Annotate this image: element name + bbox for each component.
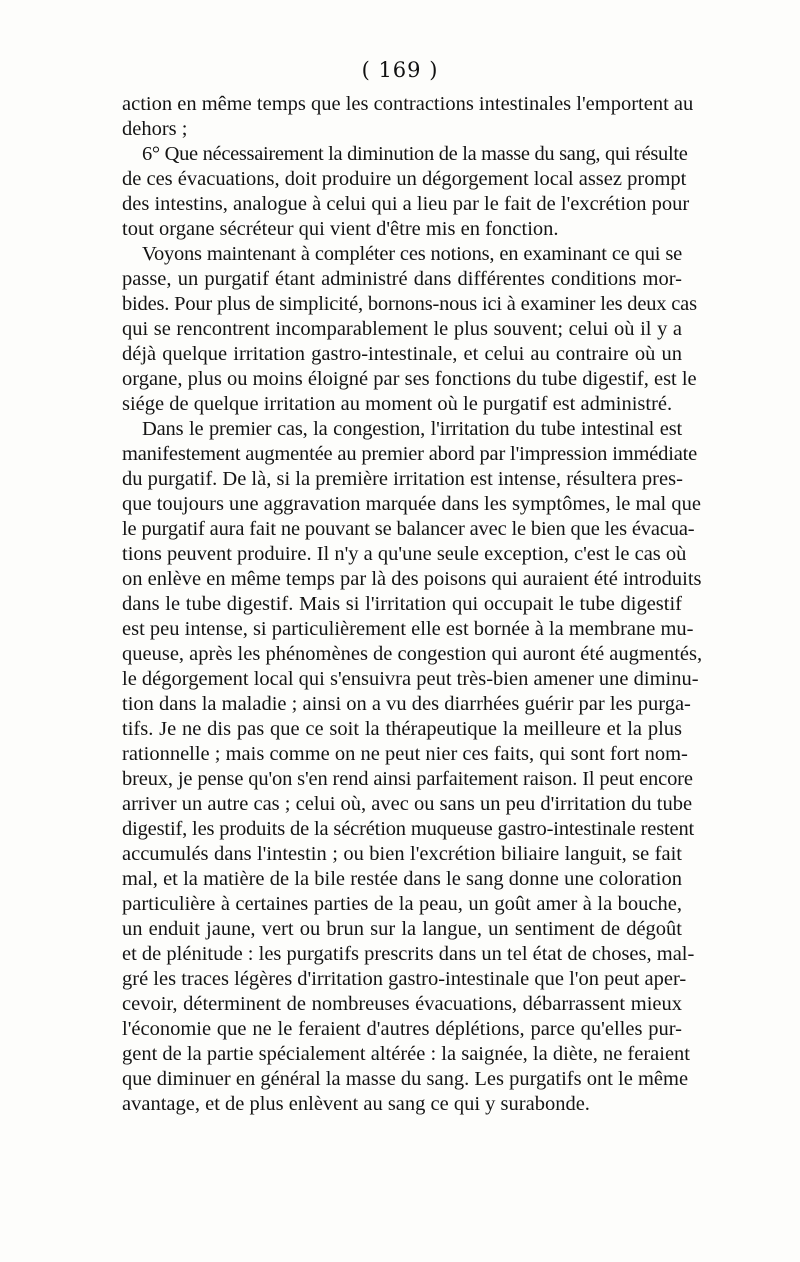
text-line: tion dans la maladie ; ainsi on a vu des diarrhées guérir par les purga- (122, 693, 691, 715)
text-line: et de plénitude : les purgatifs prescrits dans un tel état de choses, mal- (122, 943, 695, 965)
text-line: est peu intense, si particulièrement elle est bornée à la membrane mu- (122, 618, 694, 640)
text-line: l'économie que ne le feraient d'autres déplétions, parce qu'elles pur- (122, 1018, 682, 1040)
text-line: Dans le premier cas, la congestion, l'irritation du tube intestinal est (142, 418, 682, 440)
text-line: cevoir, déterminent de nombreuses évacuations, débarrassent mieux (122, 993, 682, 1015)
text-line: que diminuer en général la masse du sang. Les purgatifs ont le même (122, 1068, 689, 1090)
text-line: action en même temps que les contractions intestinales l'emportent au (122, 93, 694, 115)
paragraph (122, 417, 703, 1117)
text-line: manifestement augmentée au premier abord par l'impression immédiate (122, 443, 698, 465)
text-line: arriver un autre cas ; celui où, avec ou sans un peu d'irritation du tube (122, 793, 693, 815)
text-line: tifs. Je ne dis pas que ce soit la thérapeutique la meilleure et la plus (122, 718, 682, 740)
text-line: dehors ; (122, 118, 188, 140)
text-line: gent de la partie spécialement altérée : la saignée, la diète, ne feraient (122, 1043, 691, 1065)
text-line: des intestins, analogue à celui qui a lieu par le fait de l'excrétion pour (122, 193, 690, 215)
text-line: on enlève en même temps par là des poisons qui auraient été introduits (122, 568, 702, 590)
text-line: le dégorgement local qui s'ensuivra peut très-bien amener une diminu- (122, 668, 699, 690)
text-line: gré les traces légères d'irritation gastro-intestinale que l'on peut aper- (122, 968, 687, 990)
text-line: rationnelle ; mais comme on ne peut nier ces faits, qui sont fort nom- (122, 743, 688, 765)
text-line: particulière à certaines parties de la peau, un goût amer à la bouche, (122, 893, 682, 915)
text-line: tout organe sécréteur qui vient d'être mis en fonction. (122, 218, 559, 240)
text-line: passe, un purgatif étant administré dans différentes conditions mor- (122, 268, 682, 290)
text-line: digestif, les produits de la sécrétion muqueuse gastro-intestinale restent (122, 818, 695, 840)
text-line: breux, je pense qu'on s'en rend ainsi parfaitement raison. Il peut encore (122, 768, 693, 790)
text-line: bides. Pour plus de simplicité, bornons-nous ici à examiner les deux cas (122, 293, 697, 315)
paragraph (122, 142, 690, 242)
text-line: tions peuvent produire. Il n'y a qu'une seule exception, c'est le cas où (122, 543, 687, 565)
text-line: le purgatif aura fait ne pouvant se balancer avec le bien que les évacua- (122, 518, 695, 540)
page-number: ( 169 ) (361, 58, 439, 82)
text-line: mal, et la matière de la bile restée dans le sang donne une coloration (122, 868, 682, 890)
text-line: Voyons maintenant à compléter ces notions, en examinant ce qui se (142, 243, 682, 265)
body-text (122, 92, 703, 1117)
text-line: un enduit jaune, vert ou brun sur la langue, un sentiment de dégoût (122, 918, 682, 940)
text-line: dans le tube digestif. Mais si l'irritation qui occupait le tube digestif (122, 593, 682, 615)
text-line: queuse, après les phénomènes de congestion qui auront été augmentés, (122, 643, 703, 665)
text-line: siége de quelque irritation au moment où le purgatif est administré. (122, 393, 673, 415)
text-line: avantage, et de plus enlèvent au sang ce qui y surabonde. (122, 1093, 590, 1115)
paragraph (122, 242, 697, 417)
text-line: organe, plus ou moins éloigné par ses fonctions du tube digestif, est le (122, 368, 697, 390)
text-line: de ces évacuations, doit produire un dégorgement local assez prompt (122, 168, 687, 190)
text-line: accumulés dans l'intestin ; ou bien l'excrétion biliaire languit, se fait (122, 843, 682, 865)
text-line: que toujours une aggravation marquée dans les symptômes, le mal que (122, 493, 701, 515)
text-line: du purgatif. De là, si la première irritation est intense, résultera pres- (122, 468, 683, 490)
text-line: 6° Que nécessairement la diminution de la masse du sang, qui résulte (142, 143, 688, 165)
text-line: qui se rencontrent incomparablement le plus souvent; celui où il y a (122, 318, 682, 340)
text-line: déjà quelque irritation gastro-intestinale, et celui au contraire où un (122, 343, 682, 365)
paragraph (122, 92, 694, 142)
